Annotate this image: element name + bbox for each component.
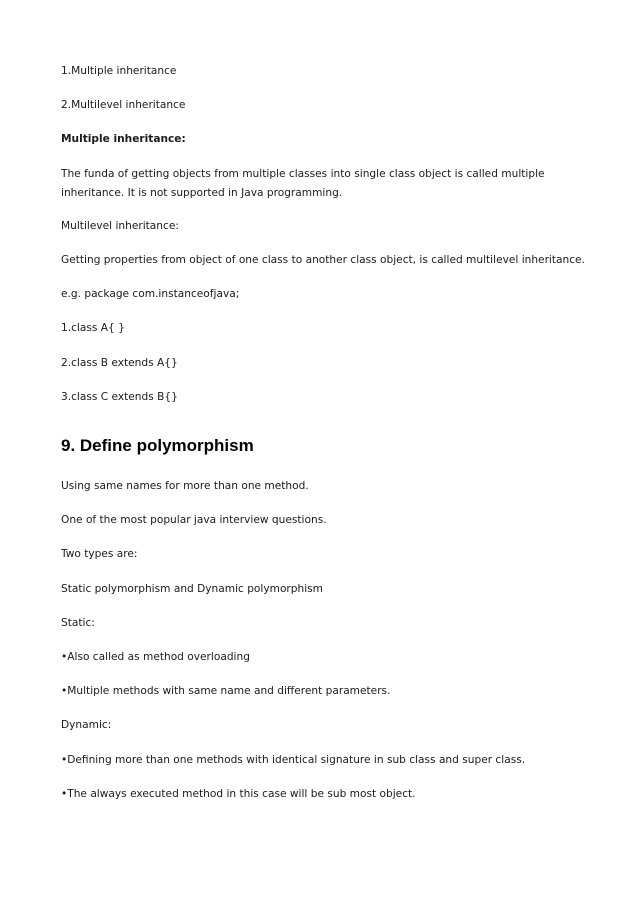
bullet-identical-signature: •Defining more than one methods with identical signature in sub class and super class.	[61, 754, 526, 766]
paragraph-two-types: Two types are:	[61, 548, 138, 560]
label-static: Static:	[61, 617, 95, 629]
example-class-b: 2.class B extends A{}	[61, 357, 178, 369]
bullet-method-overloading: •Also called as method overloading	[61, 651, 250, 663]
subheading-multiple-inheritance: Multiple inheritance:	[61, 133, 186, 145]
paragraph-multiple-inheritance: The funda of getting objects from multiple classes into single class object is called multiple inheritance. It is not supported in Java programming.	[61, 168, 545, 199]
bullet-multiple-methods: •Multiple methods with same name and different parameters.	[61, 685, 391, 697]
paragraph-popular-question: One of the most popular java interview questions.	[61, 514, 327, 526]
section-heading-polymorphism: 9. Define polymorphism	[61, 436, 254, 455]
example-package-line: e.g. package com.instanceofjava;	[61, 288, 240, 300]
paragraph-multilevel-inheritance: Getting properties from object of one class to another class object, is called multilevel inheritance.	[61, 254, 585, 266]
example-class-c: 3.class C extends B{}	[61, 391, 178, 403]
subheading-multilevel-inheritance: Multilevel inheritance:	[61, 220, 179, 232]
paragraph-definition: Using same names for more than one method.	[61, 480, 309, 492]
paragraph-static-dynamic: Static polymorphism and Dynamic polymorphism	[61, 583, 324, 595]
bullet-sub-most-object: •The always executed method in this case will be sub most object.	[61, 788, 416, 800]
list-item-multilevel-inheritance: 2.Multilevel inheritance	[61, 99, 186, 111]
label-dynamic: Dynamic:	[61, 719, 112, 731]
list-item-multiple-inheritance: 1.Multiple inheritance	[61, 65, 177, 77]
example-class-a: 1.class A{ }	[61, 322, 125, 334]
